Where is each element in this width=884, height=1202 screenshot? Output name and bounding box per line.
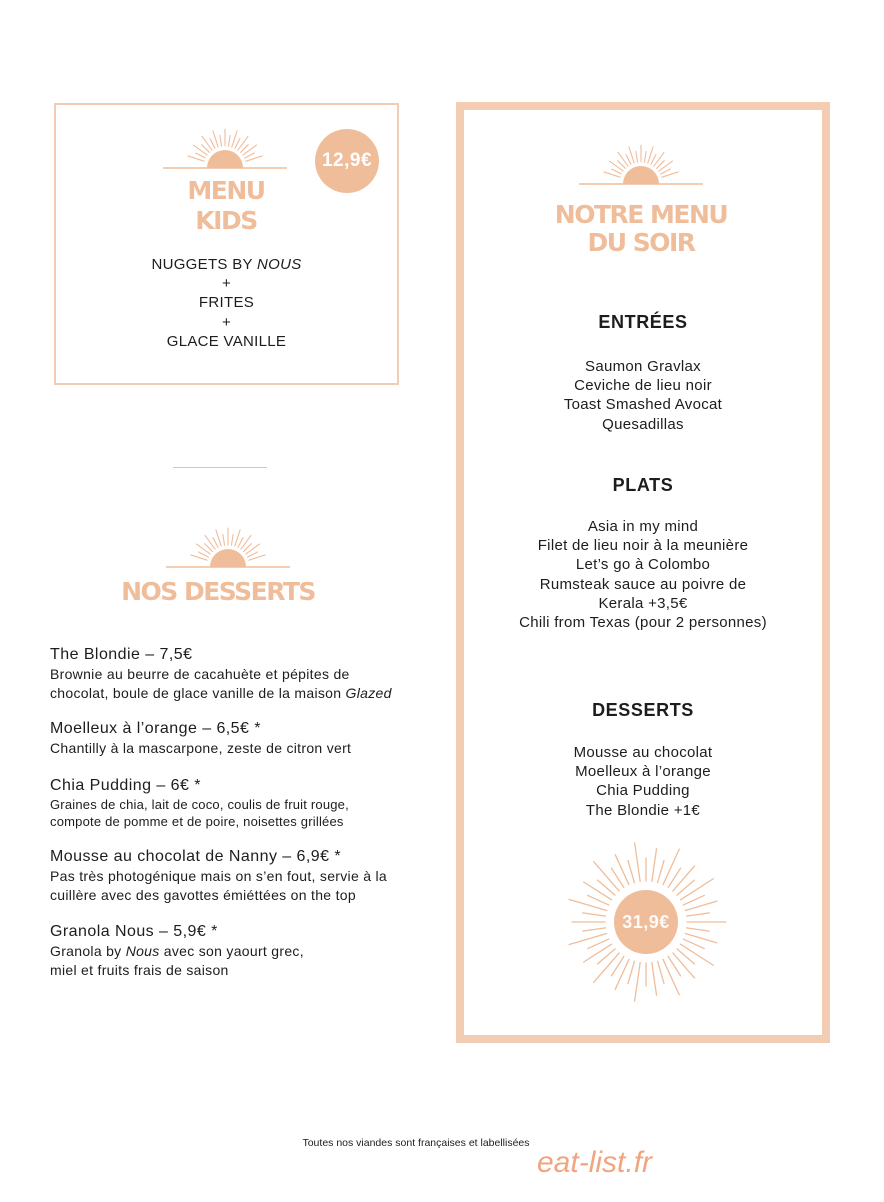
menu-item: The Blondie +1€ <box>585 801 701 819</box>
section-items <box>456 517 830 632</box>
sunburst-ray <box>615 959 629 989</box>
sun-ray <box>223 534 225 545</box>
kids-item <box>54 255 399 274</box>
menu-item: Toast Smashed Avocat <box>563 396 723 414</box>
description-text: Granola by <box>50 943 126 959</box>
dessert-name-price: Mousse au chocolat de Nanny – 6,9€ * <box>50 848 342 865</box>
menu-item: Let’s go à Colombo <box>575 556 711 574</box>
sunburst-ray <box>615 855 629 885</box>
dessert-description-line: Graines de chia, lait de coco, coulis de fruit rouge, <box>50 797 349 812</box>
sunburst-ray <box>628 961 634 983</box>
sun-ray <box>235 530 240 546</box>
kids-price: 12,9€ <box>321 150 373 171</box>
section-divider <box>173 467 267 468</box>
sun-ray <box>228 135 230 146</box>
watermark: eat-list.fr <box>537 1146 653 1179</box>
dessert-description-line: Pas très photogénique mais on s’en fout, servie à la <box>50 868 388 884</box>
sun-ray <box>604 172 620 177</box>
dessert-description-line: cuillère avec des gavottes émiéttées on the top <box>50 887 356 903</box>
kids-title-line-1: MENU <box>187 176 265 205</box>
sun-ray <box>246 156 262 161</box>
sun-icon <box>166 525 290 569</box>
menu-section-desserts <box>456 698 830 820</box>
sunburst-ray <box>652 849 657 882</box>
sunburst-ray <box>683 939 704 949</box>
sunburst-ray <box>663 959 679 994</box>
section-heading: ENTRÉES <box>598 312 688 332</box>
sun-ray <box>191 555 207 560</box>
kids-item-emphasis: NOUS <box>257 256 302 273</box>
sunburst-ray <box>594 953 620 982</box>
dessert-description-line: Chantilly à la mascarpone, zeste de citron vert <box>50 740 352 756</box>
evening-title-line-1: NOTRE MENU <box>554 200 728 229</box>
evening-title-line-2: DU SOIR <box>587 228 695 257</box>
description-emphasis: Glazed <box>345 685 392 701</box>
sunburst-ray <box>594 862 620 891</box>
section-items <box>456 357 830 434</box>
dessert-item <box>50 776 455 830</box>
sun-ray <box>235 139 240 149</box>
section-items <box>456 743 830 820</box>
kids-item: GLACE VANILLE <box>166 332 287 350</box>
sun-ray <box>245 153 255 158</box>
sun-ray <box>199 552 209 557</box>
sun-ray <box>248 552 258 557</box>
sun-ray <box>210 139 215 149</box>
sun-icon <box>163 126 287 170</box>
sun-disc <box>210 549 246 567</box>
kids-menu-items <box>54 255 399 351</box>
sunburst-ray <box>583 928 606 931</box>
kids-title-line-2: KIDS <box>195 206 257 235</box>
sunburst-ray <box>588 939 609 949</box>
sunburst-ray <box>683 895 704 905</box>
menu-item: Chili from Texas (pour 2 personnes) <box>519 614 767 632</box>
section-heading: DESSERTS <box>592 700 694 720</box>
dessert-item <box>50 847 455 905</box>
sun-ray <box>213 131 218 147</box>
menu-item: Quesadillas <box>602 415 684 433</box>
dessert-description-line: Brownie au beurre de cacahuète et pépites de <box>50 666 350 682</box>
menu-item: Mousse au chocolat <box>573 744 713 761</box>
sun-ray <box>249 555 265 560</box>
dessert-description <box>50 867 455 905</box>
desserts-title: NOS DESSERTS <box>121 577 315 606</box>
menu-item: Asia in my mind <box>587 518 699 535</box>
section-heading: PLATS <box>612 475 674 495</box>
sun-ray <box>662 172 678 177</box>
sun-ray <box>626 155 631 165</box>
sun-ray <box>232 131 237 147</box>
sun-ray <box>636 151 638 162</box>
sun-disc <box>207 150 243 168</box>
sun-ray <box>238 538 243 548</box>
sun-ray <box>661 169 671 174</box>
dessert-name-price: Moelleux à l’orange – 6,5€ * <box>50 720 261 737</box>
sunburst-ray <box>584 944 612 962</box>
dessert-description <box>50 739 455 758</box>
dessert-description-line: compote de pomme et de poire, noisettes grillées <box>50 814 344 829</box>
sun-ray <box>629 147 634 163</box>
sunburst-ray <box>635 843 641 882</box>
dessert-item <box>50 719 455 758</box>
menu-section-entrees <box>456 310 830 434</box>
menu-item: Saumon Gravlax <box>585 358 701 375</box>
evening-menu-title <box>541 201 741 257</box>
sunburst-ray <box>583 913 606 916</box>
description-text: avec son yaourt grec, <box>159 943 304 959</box>
sunburst-ray <box>584 882 612 900</box>
sun-ray <box>213 538 218 548</box>
sun-ray <box>216 530 221 546</box>
sunburst-ray <box>680 879 713 900</box>
sunburst-ray <box>628 861 634 883</box>
sunburst-ray <box>635 963 641 1002</box>
dessert-item <box>50 922 455 980</box>
evening-menu-price: 31,9€ <box>622 912 670 932</box>
sunburst-ray <box>658 861 664 883</box>
sun-ray <box>651 155 656 165</box>
kids-item-plus: + <box>221 313 232 331</box>
dessert-name-price: The Blondie – 7,5€ <box>50 646 193 663</box>
sunburst-ray <box>687 928 710 931</box>
sun-ray <box>231 534 233 545</box>
sun-ray <box>196 153 206 158</box>
sunburst-ray <box>658 961 664 983</box>
dessert-description-line <box>50 942 455 961</box>
sunburst-ray <box>663 849 679 884</box>
dessert-description-line: miel et fruits frais de saison <box>50 962 229 978</box>
menu-item: Filet de lieu noir à la meunière <box>537 537 749 555</box>
kids-item-text: NUGGETS BY <box>151 256 257 273</box>
menu-item: Moelleux à l’orange <box>575 763 711 781</box>
sun-ray <box>612 169 622 174</box>
sun-ray <box>644 151 646 162</box>
kids-menu-title <box>126 176 326 236</box>
sun-ray <box>188 156 204 161</box>
menu-item: Chia Pudding <box>596 782 690 800</box>
menu-section-plats <box>456 473 830 632</box>
footer-note: Toutes nos viandes sont françaises et labellisées <box>302 1137 530 1149</box>
dessert-item <box>50 645 455 703</box>
kids-item-plus: + <box>221 275 232 293</box>
kids-item: FRITES <box>198 294 255 312</box>
dessert-description <box>50 665 455 703</box>
sun-icon <box>579 142 703 186</box>
menu-item: Rumsteak sauce au poivre de Kerala +3,5€ <box>539 575 747 612</box>
dessert-name-price: Chia Pudding – 6€ * <box>50 777 201 794</box>
menu-item: Ceviche de lieu noir <box>574 377 712 395</box>
dessert-description <box>50 796 455 830</box>
sunburst-ray <box>673 953 695 978</box>
sun-ray <box>648 147 653 163</box>
sunburst-ray <box>673 866 695 891</box>
dessert-name-price: Granola Nous – 5,9€ * <box>50 923 218 940</box>
sunburst-ray <box>652 963 657 996</box>
dessert-description <box>50 942 455 980</box>
sun-disc <box>623 166 659 184</box>
kids-price-badge <box>315 129 379 193</box>
sun-ray <box>220 135 222 146</box>
dessert-description-line <box>50 684 455 703</box>
sunburst-ray <box>687 913 710 916</box>
sunburst-ray <box>680 944 713 965</box>
description-emphasis: Nous <box>125 943 160 959</box>
description-text: chocolat, boule de glace vanille de la maison <box>50 685 346 701</box>
